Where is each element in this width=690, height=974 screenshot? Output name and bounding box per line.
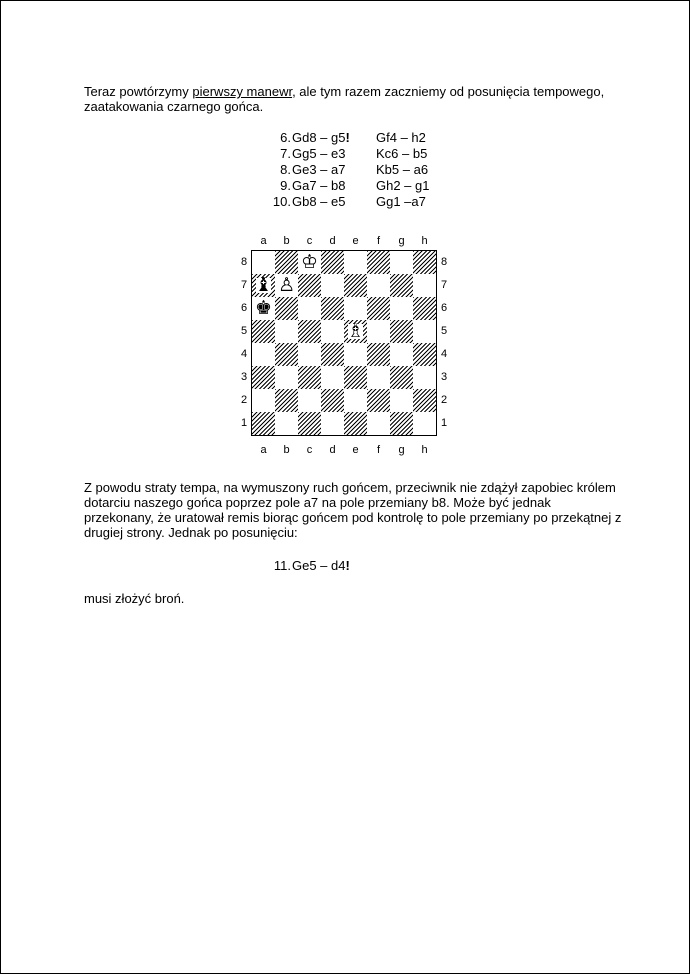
board-square-f2 xyxy=(367,389,390,412)
black-bishop-icon xyxy=(252,274,275,297)
move-number: 9. xyxy=(280,178,291,193)
board-square-d3 xyxy=(321,366,344,389)
file-label-top: f xyxy=(376,235,381,247)
board-square-h6 xyxy=(413,297,436,320)
white-move xyxy=(292,178,376,194)
file-label-bottom: g xyxy=(398,444,405,456)
board-square-h3 xyxy=(413,366,436,389)
rank-label-right: 7 xyxy=(440,279,448,291)
file-label-bottom: f xyxy=(376,444,381,456)
board-square-e8 xyxy=(344,251,367,274)
file-label-bottom: e xyxy=(352,444,359,456)
final-move-number: 11. xyxy=(273,558,291,573)
black-move: Gf4 – h2 xyxy=(376,130,426,145)
board-square-d5 xyxy=(321,320,344,343)
board-square-f5 xyxy=(367,320,390,343)
board-square-e4 xyxy=(344,343,367,366)
final-move xyxy=(269,558,376,574)
board-square-f8 xyxy=(367,251,390,274)
rank-label-left: 4 xyxy=(240,348,248,360)
board-square-d4 xyxy=(321,343,344,366)
board-square-e2 xyxy=(344,389,367,412)
board-square-d6 xyxy=(321,297,344,320)
move-number: 8. xyxy=(280,162,291,177)
move-list xyxy=(269,130,430,210)
rank-label-left: 6 xyxy=(240,302,248,314)
board-square-d1 xyxy=(321,412,344,435)
rank-label-left: 3 xyxy=(240,371,248,383)
move-row xyxy=(269,130,430,146)
explanation-paragraph: Z powodu straty tempa, na wymuszony ruch gońcem, przeciwnik nie zdążył zapobiec królem dotarciu naszego gońca poprzez pole a7 na pole przemiany b8. Może być jednak przekonany, że uratował remis biorąc gońcem pod kontrolę to pole przemiany po przekątnej z drugiej strony. Jednak po posunięciu: xyxy=(84,480,622,540)
file-label-bottom: b xyxy=(283,444,290,456)
final-move-mark: ! xyxy=(345,558,350,573)
white-bishop-icon xyxy=(344,320,367,343)
rank-label-right: 5 xyxy=(440,325,448,337)
white-move xyxy=(292,130,376,146)
board-square-f1 xyxy=(367,412,390,435)
move-number: 10. xyxy=(272,194,291,209)
white-move xyxy=(292,146,376,162)
rank-label-left: 2 xyxy=(240,394,248,406)
piece-glyph: ♔ xyxy=(300,251,319,273)
white-move-text: Gg5 – e3 xyxy=(292,146,346,161)
board-square-b2 xyxy=(275,389,298,412)
board-square-f4 xyxy=(367,343,390,366)
move-row xyxy=(269,162,430,178)
rank-label-right: 2 xyxy=(440,394,448,406)
move-number: 7. xyxy=(280,146,291,161)
rank-label-right: 1 xyxy=(440,417,448,429)
board-square-f6 xyxy=(367,297,390,320)
board-square-b5 xyxy=(275,320,298,343)
board-square-g8 xyxy=(390,251,413,274)
board-square-c2 xyxy=(298,389,321,412)
board-square-c3 xyxy=(298,366,321,389)
piece-glyph: ♚ xyxy=(254,297,273,319)
board-square-h1 xyxy=(413,412,436,435)
file-label-bottom: c xyxy=(306,444,313,456)
board-square-a8 xyxy=(252,251,275,274)
board-square-h7 xyxy=(413,274,436,297)
black-king-icon xyxy=(252,297,275,320)
board-square-h5 xyxy=(413,320,436,343)
rank-label-left: 8 xyxy=(240,256,248,268)
move-row xyxy=(269,178,430,194)
board-square-e1 xyxy=(344,412,367,435)
intro-text-end: , ale tym razem zaczniemy od posunięcia tempowego, zaatakowania czarnego gońca. xyxy=(84,84,605,114)
file-label-top: a xyxy=(260,235,267,247)
intro-text-start: Teraz powtórzymy xyxy=(84,84,193,99)
white-move-text: Gb8 – e5 xyxy=(292,194,346,209)
board-square-a1 xyxy=(252,412,275,435)
file-label-bottom: d xyxy=(329,444,336,456)
file-label-top: g xyxy=(398,235,405,247)
rank-label-left: 7 xyxy=(240,279,248,291)
file-label-top: b xyxy=(283,235,290,247)
move-row xyxy=(269,146,430,162)
board-square-b6 xyxy=(275,297,298,320)
closing-text: musi złożyć broń. xyxy=(84,591,185,606)
board-square-b3 xyxy=(275,366,298,389)
file-label-top: h xyxy=(421,235,428,247)
board-square-c6 xyxy=(298,297,321,320)
board-square-f7 xyxy=(367,274,390,297)
board-square-c4 xyxy=(298,343,321,366)
white-move xyxy=(292,162,376,178)
board-square-h8 xyxy=(413,251,436,274)
board-square-d7 xyxy=(321,274,344,297)
black-move: Kc6 – b5 xyxy=(376,146,428,161)
rank-label-right: 4 xyxy=(440,348,448,360)
file-label-bottom: a xyxy=(260,444,267,456)
piece-glyph: ♗ xyxy=(346,320,365,342)
chess-board xyxy=(251,250,437,436)
file-label-top: c xyxy=(306,235,313,247)
board-square-e7 xyxy=(344,274,367,297)
rank-label-left: 1 xyxy=(240,417,248,429)
black-move: Gh2 – g1 xyxy=(376,178,430,193)
final-move-text: Ge5 – d4 xyxy=(292,558,346,573)
board-square-b4 xyxy=(275,343,298,366)
black-move: Gg1 –a7 xyxy=(376,194,426,209)
board-square-c1 xyxy=(298,412,321,435)
board-square-a2 xyxy=(252,389,275,412)
board-square-e6 xyxy=(344,297,367,320)
board-square-d8 xyxy=(321,251,344,274)
rank-label-left: 5 xyxy=(240,325,248,337)
board-square-a4 xyxy=(252,343,275,366)
white-move-mark: ! xyxy=(345,130,350,145)
intro-paragraph xyxy=(84,84,624,114)
rank-label-right: 6 xyxy=(440,302,448,314)
board-square-g1 xyxy=(390,412,413,435)
board-square-b8 xyxy=(275,251,298,274)
final-move-white xyxy=(292,558,376,574)
piece-glyph: ♝ xyxy=(254,274,273,296)
board-square-d2 xyxy=(321,389,344,412)
white-pawn-icon xyxy=(275,274,298,297)
intro-underlined-text: pierwszy manewr xyxy=(192,84,293,99)
board-square-g7 xyxy=(390,274,413,297)
move-row xyxy=(269,194,430,210)
file-label-top: d xyxy=(329,235,336,247)
board-square-g2 xyxy=(390,389,413,412)
white-move-text: Gd8 – g5 xyxy=(292,130,346,145)
final-move-row xyxy=(269,558,376,574)
board-square-g5 xyxy=(390,320,413,343)
rank-label-right: 3 xyxy=(440,371,448,383)
board-square-h4 xyxy=(413,343,436,366)
board-square-g3 xyxy=(390,366,413,389)
file-label-bottom: h xyxy=(421,444,428,456)
move-number: 6. xyxy=(280,130,291,145)
board-square-a5 xyxy=(252,320,275,343)
board-square-h2 xyxy=(413,389,436,412)
board-square-g6 xyxy=(390,297,413,320)
board-square-c7 xyxy=(298,274,321,297)
rank-label-right: 8 xyxy=(440,256,448,268)
white-king-icon xyxy=(298,251,321,274)
board-square-f3 xyxy=(367,366,390,389)
board-square-e3 xyxy=(344,366,367,389)
piece-glyph: ♙ xyxy=(277,274,296,296)
white-move xyxy=(292,194,376,210)
black-move: Kb5 – a6 xyxy=(376,162,429,177)
white-move-text: Ge3 – a7 xyxy=(292,162,346,177)
file-label-top: e xyxy=(352,235,359,247)
white-move-text: Ga7 – b8 xyxy=(292,178,346,193)
board-square-g4 xyxy=(390,343,413,366)
board-square-c5 xyxy=(298,320,321,343)
board-square-b1 xyxy=(275,412,298,435)
board-square-a3 xyxy=(252,366,275,389)
